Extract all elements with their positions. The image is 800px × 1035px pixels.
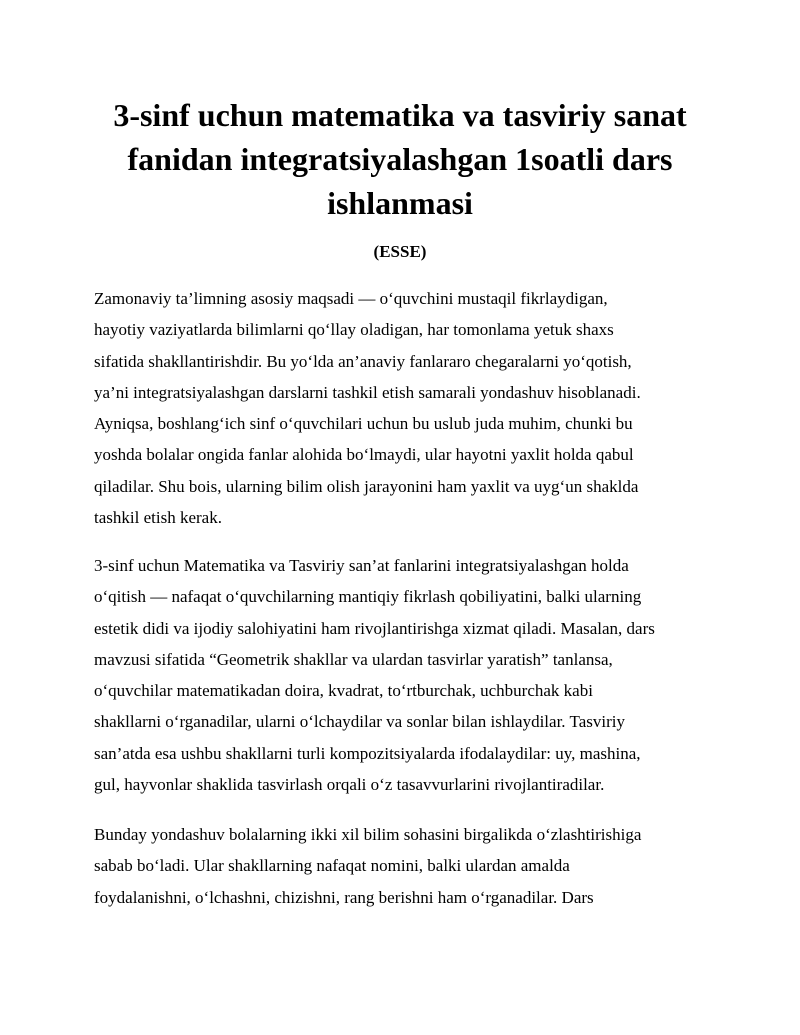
- paragraph-2: [94, 550, 714, 800]
- paragraph-line: sifatida shakllantirishdir. Bu yo‘lda an’anaviy fanlararo chegaralarni yo‘qotish,: [94, 351, 632, 371]
- paragraph-1: [94, 283, 714, 533]
- paragraph-line: tashkil etish kerak.: [94, 508, 222, 528]
- paragraph-line: qiladilar. Shu bois, ularning bilim olish jarayonini ham yaxlit va uyg‘un shaklda: [94, 476, 639, 496]
- paragraph-line: san’atda esa ushbu shakllarni turli kompozitsiyalarda ifodalaydilar: uy, mashina,: [94, 743, 641, 763]
- document-subtitle: (ESSE): [373, 242, 427, 261]
- paragraph-line: 3-sinf uchun Matematika va Tasviriy san’at fanlarini integratsiyalashgan holda: [94, 556, 629, 575]
- paragraph-line: foydalanishni, o‘lchashni, chizishni, rang berishni ham o‘rganadilar. Dars: [94, 887, 594, 907]
- paragraph-line: estetik didi va ijodiy salohiyatini ham rivojlantirishga xizmat qiladi. Masalan, dars: [94, 618, 655, 638]
- paragraph-line: Bunday yondashuv bolalarning ikki xil bilim sohasini birgalikda o‘zlashtirishiga: [94, 825, 642, 844]
- paragraph-line: shakllarni o‘rganadilar, ularni o‘lchaydilar va sonlar bilan ishlaydilar. Tasviriy: [94, 712, 625, 732]
- paragraph-3: [94, 819, 714, 913]
- title-line: ishlanmasi: [327, 185, 473, 221]
- paragraph-line: sabab bo‘ladi. Ular shakllarning nafaqat nomini, balki ulardan amalda: [94, 856, 570, 876]
- paragraph-line: o‘quvchilar matematikadan doira, kvadrat, to‘rtburchak, uchburchak kabi: [94, 681, 593, 701]
- paragraph-line: hayotiy vaziyatlarda bilimlarni qo‘llay oladigan, har tomonlama yetuk shaxs: [94, 320, 614, 340]
- title-line: 3-sinf uchun matematika va tasviriy sanat: [113, 97, 687, 133]
- paragraph-line: Zamonaviy ta’limning asosiy maqsadi — o‘quvchini mustaqil fikrlaydigan,: [94, 289, 608, 308]
- title-line: fanidan integratsiyalashgan 1soatli dars: [127, 141, 673, 177]
- document-title: [70, 93, 730, 225]
- paragraph-line: yoshda bolalar ongida fanlar alohida bo‘lmaydi, ular hayotni yaxlit holda qabul: [94, 445, 634, 465]
- paragraph-line: Ayniqsa, boshlang‘ich sinf o‘quvchilari uchun bu uslub juda muhim, chunki bu: [94, 414, 633, 434]
- paragraph-line: mavzusi sifatida “Geometrik shakllar va ulardan tasvirlar yaratish” tanlansa,: [94, 649, 613, 669]
- paragraph-line: o‘qitish — nafaqat o‘quvchilarning mantiqiy fikrlash qobiliyatini, balki ularning: [94, 587, 642, 607]
- paragraph-line: ya’ni integratsiyalashgan darslarni tashkil etish samarali yondashuv hisoblanadi.: [94, 382, 641, 402]
- paragraph-line: gul, hayvonlar shaklida tasvirlash orqali o‘z tasavvurlarini rivojlantiradilar.: [94, 775, 605, 795]
